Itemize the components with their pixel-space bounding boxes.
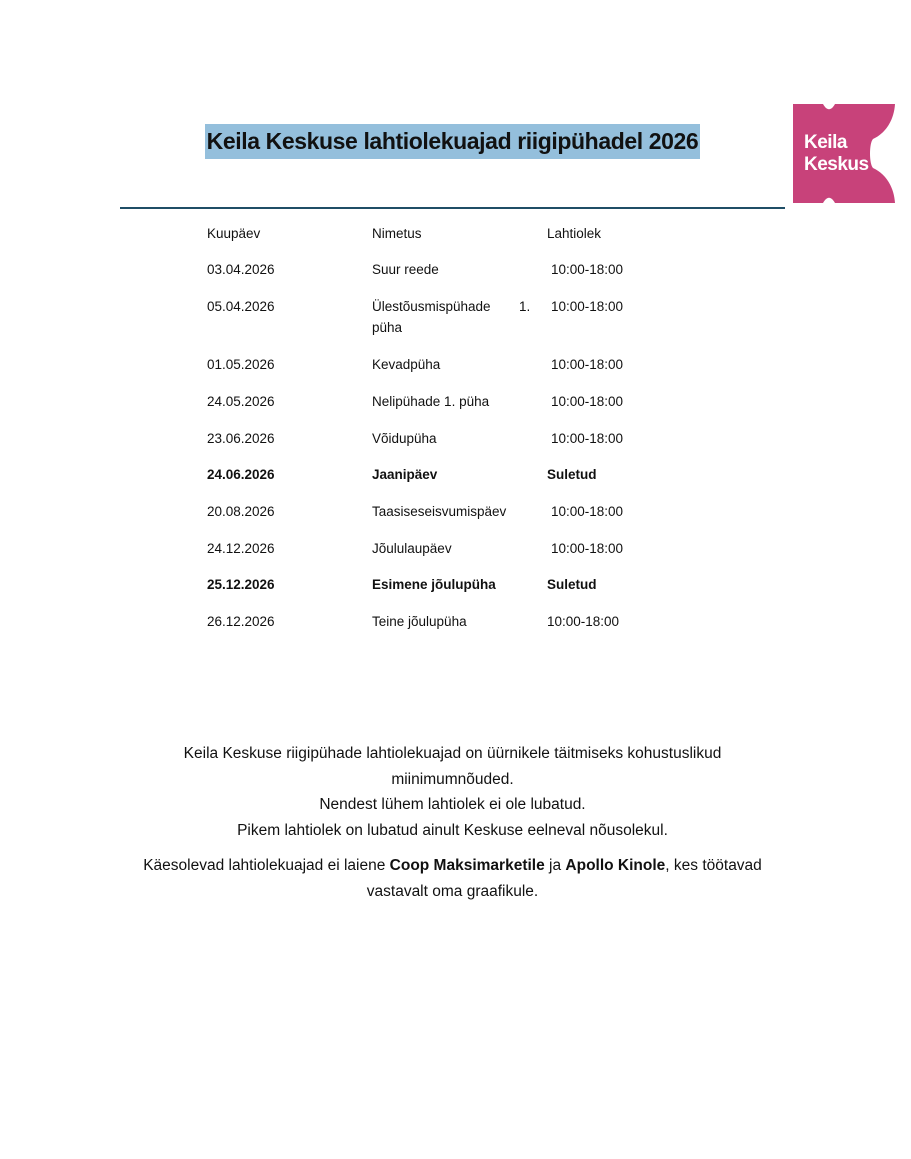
logo-line-keskus: Keskus — [804, 154, 869, 175]
row-name: Kevadpüha — [372, 357, 441, 372]
row-date: 05.04.2026 — [207, 299, 275, 314]
exclusion-line: vastavalt oma graafikule. — [366, 882, 539, 900]
title-divider — [120, 207, 785, 209]
row-date: 24.05.2026 — [207, 394, 275, 409]
notice-line: Keila Keskuse riigipühade lahtiolekuajad on üürnikele täitmiseks kohustuslikud — [183, 745, 722, 762]
row-hours: 10:00-18:00 — [551, 262, 624, 277]
exclusion-text: Käesolevad lahtiolekuajad ei laiene — [143, 857, 390, 874]
row-hours: 10:00-18:00 — [551, 431, 624, 446]
header-hours: Lahtiolek — [547, 226, 602, 241]
row-name: Võidupüha — [372, 431, 437, 446]
row-hours-closed: Suletud — [547, 577, 597, 592]
row-date: 23.06.2026 — [207, 431, 275, 446]
row-hours-closed: Suletud — [547, 467, 597, 482]
row-name: Esimene jõulupüha — [372, 577, 496, 592]
header-date: Kuupäev — [207, 226, 261, 241]
row-name: Jõululaupäev — [372, 541, 452, 556]
row-hours: 10:00-18:00 — [551, 394, 624, 409]
row-date: 24.06.2026 — [207, 467, 275, 482]
coop-maksimarket-name: Coop Maksimarketile — [389, 857, 545, 874]
page-title-text: Keila Keskuse lahtiolekuajad riigipühadel 2026 — [205, 124, 701, 159]
row-name: Jaanipäev — [372, 467, 438, 482]
exclusion-text: , kes töötavad — [665, 857, 762, 874]
notice-line: Nendest lühem lahtiolek ei ole lubatud. — [319, 796, 586, 813]
row-date: 20.08.2026 — [207, 504, 275, 519]
row-hours: 10:00-18:00 — [551, 541, 624, 556]
notice-line: miinimumnõuded. — [391, 770, 514, 788]
row-name-part2: 1. — [519, 299, 531, 314]
exclusion-text: ja — [544, 857, 566, 874]
page-title — [0, 124, 905, 159]
row-name: Taasiseseisvumispäev — [372, 504, 507, 519]
row-date: 25.12.2026 — [207, 577, 275, 592]
row-hours: 10:00-18:00 — [551, 299, 624, 314]
row-date: 03.04.2026 — [207, 262, 275, 277]
row-name: Suur reede — [372, 262, 439, 277]
logo-line-keila: Keila — [804, 132, 847, 153]
row-hours: 10:00-18:00 — [547, 614, 620, 629]
row-name-part3: püha — [372, 320, 403, 335]
row-name: Teine jõulupüha — [372, 614, 467, 629]
header-name: Nimetus — [372, 226, 422, 241]
row-hours: 10:00-18:00 — [551, 504, 624, 519]
row-name-part1: Ülestõusmispühade — [372, 299, 491, 314]
row-date: 24.12.2026 — [207, 541, 275, 556]
row-hours: 10:00-18:00 — [551, 357, 624, 372]
exclusion-line — [0, 853, 905, 879]
apollo-kino-name: Apollo Kinole — [565, 857, 666, 874]
footer-notice — [0, 741, 905, 904]
row-date: 01.05.2026 — [207, 357, 275, 372]
row-date: 26.12.2026 — [207, 614, 275, 629]
notice-line: Pikem lahtiolek on lubatud ainult Keskuse eelneval nõusolekul. — [237, 821, 668, 839]
paragraph-gap — [0, 843, 905, 853]
row-name: Nelipühade 1. püha — [372, 394, 490, 409]
